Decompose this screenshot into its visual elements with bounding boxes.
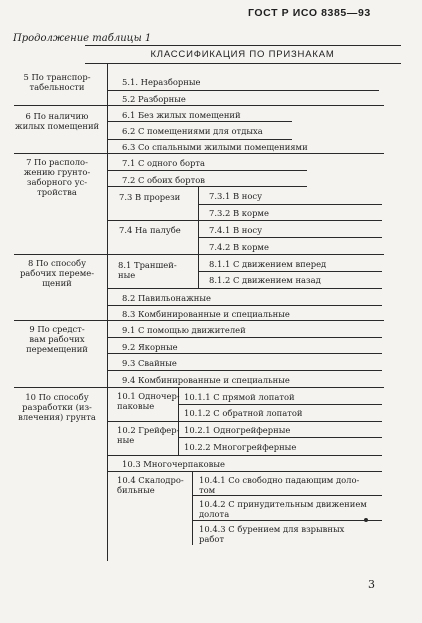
group6-item-1: 6.1 Без жилых помещений [122,110,241,120]
group10-sub-4b: 10.4.2 С принудительным движением долота [199,499,367,519]
group7-sub-1b: 7.3.2 В корме [209,208,269,218]
group8-item-2: 8.2 Павильонажные [122,293,211,303]
group7-item-2: 7.2 С обоих бортов [122,175,205,185]
row-divider [198,237,382,238]
row-divider [107,186,307,187]
group10-sub-4a: 10.4.1 Со свободно падающим доло- том [199,475,360,495]
row-divider [107,353,382,354]
group8-sub-1: 8.1 Траншей- ные [118,260,177,280]
group7-label: 7 По располо- жению грунто- заборного ус- тройства [23,157,91,197]
row-divider [107,220,382,221]
row-end-dot [364,518,368,522]
group7-item-1: 7.1 С одного борта [122,158,206,168]
group7-sub-2: 7.4 На палубе [119,225,181,235]
page-number: 3 [368,578,375,591]
title-bottom-border [85,63,401,64]
row-divider [107,421,382,422]
group10-label: 10 По способу разработки (из- влечения) грунта [18,392,96,422]
group8-sub-1a: 8.1.1 С движением вперед [209,259,327,269]
row-divider [192,495,382,496]
table-title: КЛАССИФИКАЦИЯ ПО ПРИЗНАКАМ [150,49,335,60]
row-divider [107,139,292,140]
group-divider [14,254,384,255]
row-divider [107,370,382,371]
group10-sub-4c: 10.4.3 С бурением для взрывных работ [199,524,345,544]
group9-item-1: 9.1 С помощью движителей [122,325,246,335]
group-divider [14,387,384,388]
group8-label: 8 По способу рабочих переме- щений [19,258,95,288]
document-number: ГОСТ Р ИСО 8385—93 [248,7,371,19]
row-divider [107,305,382,306]
group10-item-3: 10.3 Многочерпаковые [122,459,225,469]
column-divider-main [107,63,108,561]
group8-sub-1b: 8.1.2 С движением назад [209,275,321,285]
row-divider [107,471,382,472]
group5-item-1: 5.1. Неразборные [122,77,201,87]
group10-sub-1b: 10.1.2 С обратной лопатой [184,408,303,418]
row-divider [178,404,382,405]
table-continuation-caption: Продолжение таблицы 1 [13,33,152,44]
group5-item-2: 5.2 Разборные [122,94,186,104]
group10-sub-4: 10.4 Скалодро- бильные [117,475,184,495]
group10-sub-1: 10.1 Одночер- паковые [117,391,180,411]
group5-label: 5 По транспор- табельности [23,72,91,92]
row-divider [107,455,382,456]
group10-sub-2: 10.2 Грейфер- ные [117,425,180,445]
row-divider [192,520,382,521]
group-divider [14,320,384,321]
row-divider [107,337,382,338]
row-divider [198,204,382,205]
group10-sub-2b: 10.2.2 Многогрейферные [184,442,297,452]
row-divider [107,121,292,122]
group6-item-2: 6.2 С помещениями для отдыха [122,126,263,136]
row-divider [178,437,382,438]
group8-item-3: 8.3 Комбинированные и специальные [122,309,290,319]
row-divider [107,288,382,289]
group6-label: 6 По наличию жилых помещений [14,111,100,131]
group-divider [14,153,384,154]
group10-sub-2a: 10.2.1 Одногрейферные [184,425,291,435]
subcolumn-divider [192,471,193,545]
row-divider [107,90,379,91]
group7-sub-1a: 7.3.1 В носу [209,191,263,201]
group9-item-3: 9.3 Свайные [122,358,177,368]
group9-item-4: 9.4 Комбинированные и специальные [122,375,290,385]
row-divider [198,271,382,272]
group6-item-3: 6.3 Со спальными жилыми помещениями [122,142,308,152]
group10-sub-1a: 10.1.1 С прямой лопатой [184,392,295,402]
group9-label: 9 По средст- вам рабочих перемещений [26,324,88,354]
group-divider [14,105,384,106]
row-divider [107,170,307,171]
table-top-border [85,45,401,46]
group7-sub-2a: 7.4.1 В носу [209,225,263,235]
group7-sub-2b: 7.4.2 В корме [209,242,269,252]
group9-item-2: 9.2 Якорные [122,342,178,352]
group7-sub-1: 7.3 В прорези [119,192,181,202]
